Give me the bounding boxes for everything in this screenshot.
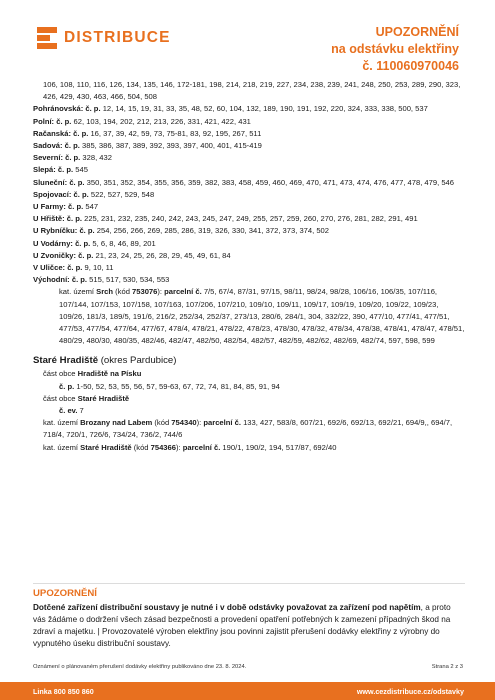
town-part-1: část obce Hradiště na Písku	[43, 369, 142, 379]
street-row: U Hřiště: č. p. 225, 231, 232, 235, 240, 242, 243, 245, 247, 249, 255, 257, 259, 260, 270, 276, 281, 282, 291, 491	[33, 214, 418, 224]
cadastre-brozany: kat. území Brozany nad Labem (kód 754340): parcelní č. 133, 427, 583/8, 607/21, 692/6, 692/13, 692/21, 694/9,, 694/7, 718/4, 720/1, 726/6, 734/24, 736/2, 744/6	[43, 418, 453, 440]
logo-wordmark: DISTRIBUCE	[64, 29, 171, 46]
town-part-1-numbers: č. p. 1-50, 52, 53, 55, 56, 57, 59-63, 67, 72, 74, 81, 84, 85, 91, 94	[59, 381, 280, 391]
street-row: Severní: č. p. 328, 432	[33, 153, 112, 163]
notice-number: č. 110060970046	[362, 59, 459, 73]
street-row: Račanská: č. p. 16, 37, 39, 42, 59, 73, 75-81, 83, 92, 195, 267, 511	[33, 128, 262, 138]
street-row: 106, 108, 110, 116, 126, 134, 135, 146, 172-181, 198, 214, 218, 219, 227, 234, 238, 239, 241, 248, 250, 253, 289, 290, 323, 426, 429, 430, 463, 466, 504, 508	[43, 80, 461, 102]
street-row: Spojovací: č. p. 522, 527, 529, 548	[33, 189, 155, 199]
cez-logo-icon	[37, 27, 57, 49]
notice-heading	[331, 24, 459, 75]
street-list	[33, 79, 465, 286]
website-link[interactable]: www.cezdistribuce.cz/odstavky	[356, 687, 464, 696]
town-heading: Staré Hradiště (okres Pardubice)	[33, 355, 177, 367]
street-row: Sadová: č. p. 385, 386, 387, 389, 392, 393, 397, 400, 401, 415-419	[33, 141, 262, 151]
contact-bar	[0, 682, 495, 700]
hotline-phone[interactable]: Linka 800 850 860	[33, 687, 94, 696]
street-row: V Uličce: č. p. 9, 10, 11	[33, 263, 114, 273]
street-row: U Farmy: č. p. 547	[33, 202, 99, 212]
notice-subtitle: na odstávku elektřiny	[331, 42, 459, 56]
publication-note: Oznámení o plánovaném přerušení dodávky elektřiny publikováno dne 23. 8. 2024.	[33, 664, 247, 670]
street-row: Polní: č. p. 62, 103, 194, 202, 212, 213, 226, 331, 421, 422, 431	[33, 116, 251, 126]
cadastre-stare-hradiste: kat. území Staré Hradiště (kód 754366): parcelní č. 190/1, 190/2, 194, 517/87, 692/40	[43, 442, 337, 452]
notice-title: UPOZORNĚNÍ	[375, 25, 459, 39]
footer-divider	[33, 583, 465, 584]
town-part-2-numbers: č. ev. 7	[59, 406, 84, 416]
street-row: U Vodárny: č. p. 5, 6, 8, 46, 89, 201	[33, 238, 156, 248]
page-number: Strana 2 z 3	[431, 664, 463, 670]
street-row: U Zvoničky: č. p. 21, 23, 24, 25, 26, 28, 29, 45, 49, 61, 84	[33, 250, 231, 260]
street-row: Sluneční: č. p. 350, 351, 352, 354, 355, 356, 359, 382, 383, 458, 459, 460, 469, 470, 471, 473, 474, 476, 477, 478, 479, 546	[33, 177, 454, 187]
safety-notice: Dotčené zařízení distribuční soustavy je nutné i v době odstávky považovat za zařízení pod napětím, a proto vás žádáme o dodržení všech zásad bezpečnosti a provedení opatření potřebných k zamezení případných škod na zdraví a majetku. | Provozovatelé výroben elektřiny jsou povinni zajistit přerušení dodávky elektřiny z výrobny do vypnutého úseku distribuční soustavy.	[33, 603, 451, 648]
street-row: Východní: č. p. 515, 517, 530, 534, 553	[33, 275, 170, 285]
cez-distribuce-logo	[37, 26, 171, 50]
street-row: U Rybníčku: č. p. 254, 256, 266, 269, 285, 286, 319, 326, 330, 341, 372, 373, 374, 502	[33, 226, 329, 236]
town-part-2: část obce Staré Hradiště	[43, 393, 130, 403]
affected-addresses	[33, 79, 465, 454]
footer-title: UPOZORNĚNÍ	[33, 588, 97, 599]
street-row: Pohránovská: č. p. 12, 14, 15, 19, 31, 33, 35, 48, 52, 60, 104, 132, 189, 190, 191, 192, 220, 324, 333, 338, 500, 537	[33, 104, 428, 114]
cadastre-srch: kat. území Srch (kód 753076): parcelní č. 7/5, 67/4, 87/31, 97/15, 98/11, 98/24, 98/28, 106/16, 106/35, 107/116, 107/144, 107/153, 107/158, 107/163, 107/206, 107/210, 109/10, 109/11, 109/17, 109/19, 109/20, 109/22, 109/23, 109/26, 181/3, 189/5, 191/6, 216/2, 252/34, 252/37, 273/13, 280/6, 284/1, 304, 332/22, 390, 477/10, 477/41, 477/51, 477/53, 477/54, 477/64, 477/67, 478/4, 478/21, 478/22, 478/23, 478/30, 478/32, 478/34, 478/38, 478/41, 478/47, 478/51, 480/29, 480/30, 480/35, 482/46, 482/47, 482/50, 482/54, 482/57, 482/59, 482/62, 482/69, 482/74, 597, 598, 599	[59, 287, 465, 346]
street-row: Slepá: č. p. 545	[33, 165, 88, 175]
